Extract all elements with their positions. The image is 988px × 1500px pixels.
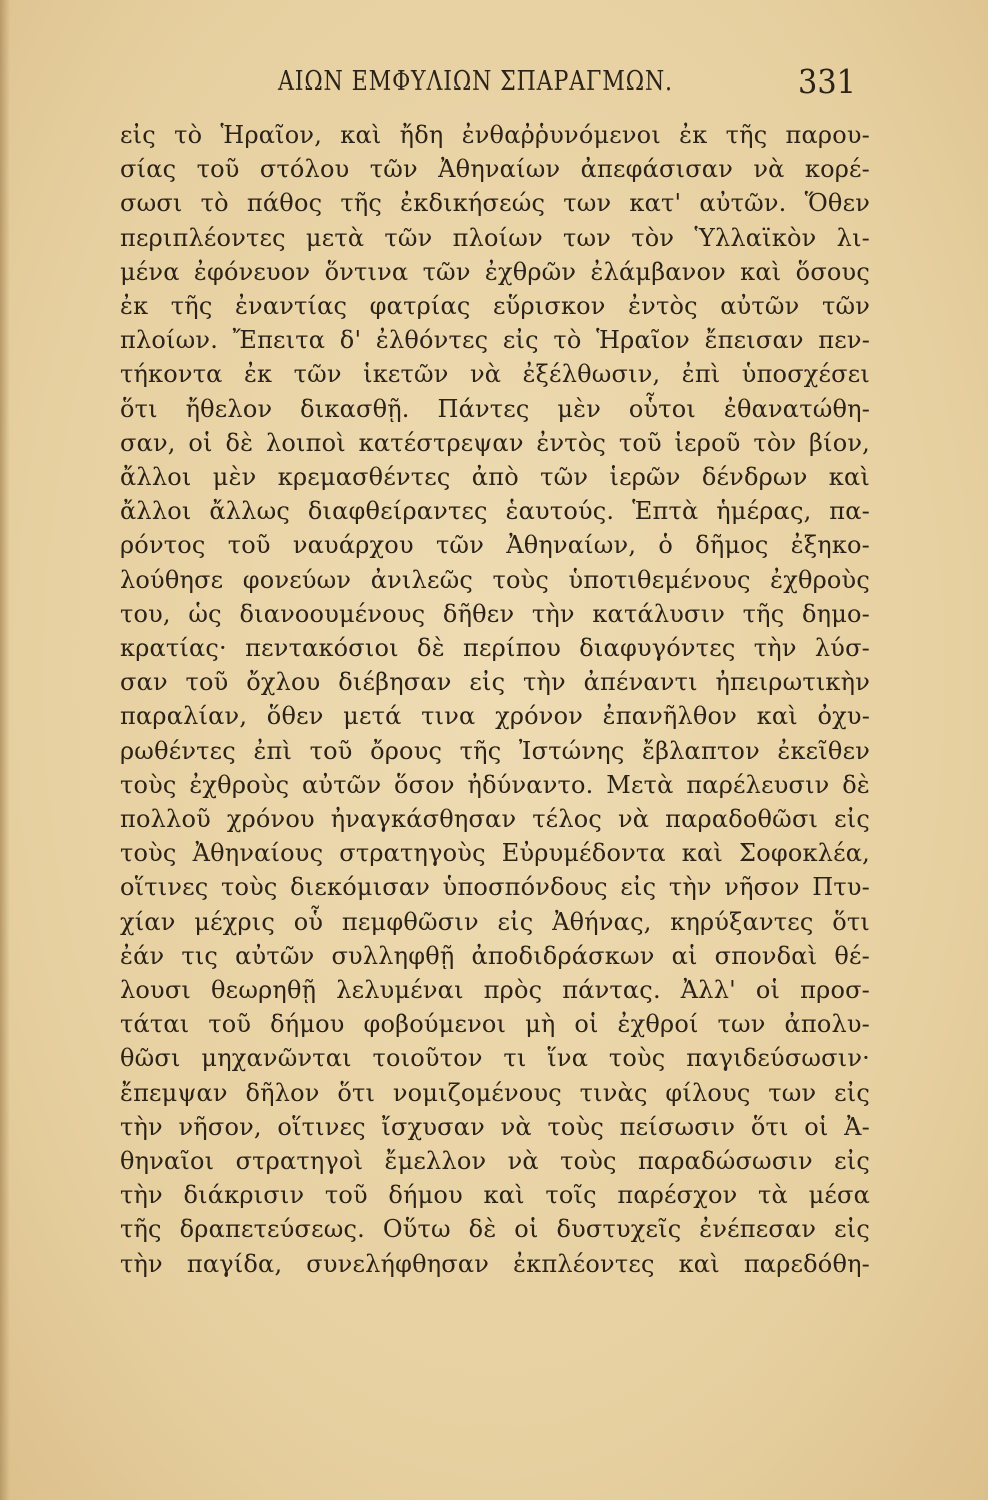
text-line: σαν, οἱ δὲ λοιποὶ κατέστρεψαν ἐντὸς τοῦ ἱεροῦ τὸν βίον, — [120, 428, 870, 457]
text-line: παραλίαν, ὅθεν μετά τινα χρόνον ἐπανῆλθον καὶ ὀχυ- — [120, 702, 870, 731]
text-line: λουσι θεωρηθῇ λελυμέναι πρὸς πάντας. Ἀλλ' οἱ προσ- — [120, 976, 870, 1004]
page-header — [0, 62, 988, 102]
page-number: 331 — [798, 62, 856, 101]
text-line: πλοίων. Ἔπειτα δ' ἐλθόντες εἰς τὸ Ἡραῖον ἔπεισαν πεν- — [120, 326, 870, 355]
text-line: τοὺς ἐχθροὺς αὐτῶν ὅσον ἠδύναντο. Μετὰ παρέλευσιν δὲ — [120, 770, 870, 799]
text-line: πολλοῦ χρόνου ἠναγκάσθησαν τέλος νὰ παραδοθῶσι εἰς — [120, 805, 870, 833]
text-line: τάται τοῦ δήμου φοβούμενοι μὴ οἱ ἐχθροί των ἀπολυ- — [120, 1010, 870, 1039]
text-line: ἄλλοι ἄλλως διαφθείραντες ἑαυτούς. Ἑπτὰ ἡμέρας, πα- — [120, 497, 870, 526]
running-title: ΑΙΩΝ ΕΜΦΥΛΙΩΝ ΣΠΑΡΑΓΜΩΝ. — [278, 66, 673, 97]
text-line: κρατίας· πεντακόσιοι δὲ περίπου διαφυγόντες τὴν λύσ- — [120, 634, 870, 662]
text-line: ἄλλοι μὲν κρεμασθέντες ἀπὸ τῶν ἱερῶν δένδρων καὶ — [120, 463, 870, 491]
text-line: τῆς δραπετεύσεως. Οὕτω δὲ οἱ δυστυχεῖς ἐνέπεσαν εἰς — [120, 1215, 870, 1244]
text-line: σωσι τὸ πάθος τῆς ἐκδικήσεώς των κατ' αὐτῶν. Ὅθεν — [120, 189, 870, 218]
text-line: ὅτι ἤθελον δικασθῇ. Πάντες μὲν οὗτοι ἐθανατώθη- — [120, 394, 870, 423]
text-line: τὴν παγίδα, συνελήφθησαν ἐκπλέοντες καὶ παρεδόθη- — [120, 1249, 870, 1278]
text-line: σαν τοῦ ὄχλου διέβησαν εἰς τὴν ἀπέναντι ἠπειρωτικὴν — [120, 668, 870, 697]
text-line: τήκοντα ἐκ τῶν ἱκετῶν νὰ ἐξέλθωσιν, ἐπὶ ὑποσχέσει — [120, 360, 870, 389]
text-line: εἰς τὸ Ἡραῖον, καὶ ἤδη ἐνθαῤῥυνόμενοι ἐκ τῆς παρου- — [120, 121, 870, 149]
text-line: ρωθέντες ἐπὶ τοῦ ὄρους τῆς Ἰστώνης ἔβλαπτον ἐκεῖθεν — [120, 736, 870, 765]
text-line: ἔπεμψαν δῆλον ὅτι νομιζομένους τινὰς φίλους των εἰς — [120, 1078, 870, 1107]
text-line: τοὺς Ἀθηναίους στρατηγοὺς Εὐρυμέδοντα καὶ Σοφοκλέα, — [120, 839, 870, 868]
text-line: τὴν διάκρισιν τοῦ δήμου καὶ τοῖς παρέσχον τὰ μέσα — [120, 1181, 870, 1210]
text-line: ρόντος τοῦ ναυάρχου τῶν Ἀθηναίων, ὁ δῆμος ἐξηκο- — [120, 531, 870, 560]
text-line: θῶσι μηχανῶνται τοιοῦτον τι ἵνα τοὺς παγιδεύσωσιν· — [120, 1044, 870, 1073]
text-line: τὴν νῆσον, οἵτινες ἴσχυσαν νὰ τοὺς πείσωσιν ὅτι οἱ Ἀ- — [120, 1112, 870, 1141]
text-line: μένα ἐφόνευον ὅντινα τῶν ἐχθρῶν ἐλάμβανον καὶ ὅσους — [120, 257, 870, 286]
text-line: οἵτινες τοὺς διεκόμισαν ὑποσπόνδους εἰς τὴν νῆσον Πτυ- — [120, 873, 870, 902]
text-line: λούθησε φονεύων ἀνιλεῶς τοὺς ὑποτιθεμένους ἐχθροὺς — [120, 565, 870, 594]
text-line: χίαν μέχρις οὗ πεμφθῶσιν εἰς Ἀθήνας, κηρύξαντες ὅτι — [120, 907, 870, 936]
text-line: ἐάν τις αὐτῶν συλληφθῇ ἀποδιδράσκων αἱ σπονδαὶ θέ- — [120, 941, 870, 970]
text-line: σίας τοῦ στόλου τῶν Ἀθηναίων ἀπεφάσισαν νὰ κορέ- — [120, 155, 870, 184]
text-line: του, ὡς διανοουμένους δῆθεν τὴν κατάλυσιν τῆς δημο- — [120, 599, 870, 628]
text-line: περιπλέοντες μετὰ τῶν πλοίων των τὸν Ὑλλαϊκὸν λι- — [120, 223, 870, 252]
page-edge-shadow — [0, 0, 10, 1500]
text-line: ἐκ τῆς ἐναντίας φατρίας εὕρισκον ἐντὸς αὐτῶν τῶν — [120, 292, 870, 320]
text-line: θηναῖοι στρατηγοὶ ἔμελλον νὰ τοὺς παραδώσωσιν εἰς — [120, 1147, 870, 1175]
